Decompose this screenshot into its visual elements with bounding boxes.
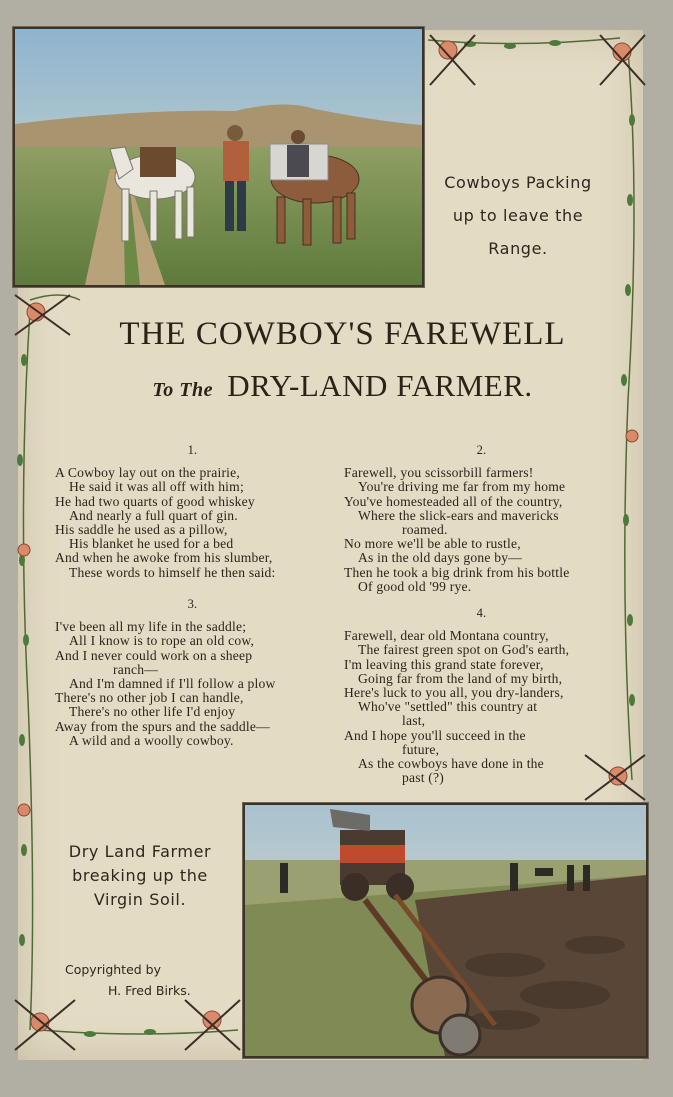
bottom-caption-line: breaking up the: [72, 866, 208, 885]
verse-number: 3.: [187, 597, 198, 611]
verse-line: Who've "settled" this country at: [358, 699, 538, 715]
top-photo-caption: [428, 166, 608, 265]
verse-number: 1.: [187, 443, 198, 457]
verse-line: He said it was all off with him;: [69, 479, 244, 495]
verse-line: I've been all my life in the saddle;: [55, 619, 247, 635]
verse-line: Away from the spurs and the saddle—: [55, 718, 270, 734]
verse-line: Of good old '99 rye.: [358, 578, 472, 594]
verse-line: Here's luck to you all, you dry-landers,: [344, 685, 564, 701]
verse-line: As in the old days gone by—: [358, 550, 522, 566]
verse-line: You're driving me far from my home: [358, 479, 566, 495]
copyright-line-2: H. Fred Birks.: [108, 983, 191, 998]
verse-line: There's no other job I can handle,: [55, 690, 244, 706]
subtitle-to-the: To The: [152, 379, 213, 401]
verse-line: I'm leaving this grand state forever,: [344, 656, 544, 672]
bottom-caption-line: Dry Land Farmer: [68, 842, 212, 861]
top-caption-line: up to leave the: [452, 206, 584, 225]
verse-line: As the cowboys have done in the: [358, 756, 544, 772]
verse-line: The fairest green spot on God's earth,: [358, 642, 570, 658]
steam-plow-photo: [243, 803, 648, 1058]
cowboys-packing-photo: [13, 27, 424, 287]
verse-line: roamed.: [402, 522, 448, 538]
verse-line: past (?): [402, 770, 444, 786]
verse-line: And when he awoke from his slumber,: [55, 550, 273, 566]
verse-line: Farewell, you scissorbill farmers!: [344, 465, 534, 481]
verse-line: A Cowboy lay out on the prairie,: [55, 465, 240, 481]
verse-line: You've homesteaded all of the country,: [344, 493, 563, 509]
verse-line: And I'm damned if I'll follow a plow: [69, 676, 276, 692]
top-caption-line: Range.: [488, 239, 548, 258]
verse-line: last,: [402, 713, 426, 729]
verse-line: Going far from the land of my birth,: [358, 670, 563, 686]
verse-4: [344, 606, 619, 785]
subtitle: [60, 368, 625, 404]
verse-line: All I know is to rope an old cow,: [69, 633, 255, 649]
verse-line: His saddle he used as a pillow,: [55, 522, 228, 538]
bottom-caption-line: Virgin Soil.: [93, 890, 187, 909]
verse-3: [55, 597, 330, 748]
subtitle-dry-land-farmer: DRY-LAND FARMER.: [227, 368, 533, 403]
verse-2: [344, 443, 619, 594]
verse-number: 4.: [476, 606, 487, 620]
verse-line: A wild and a woolly cowboy.: [69, 732, 234, 748]
main-title: THE COWBOY'S FAREWELL: [119, 316, 566, 352]
verse-line: Then he took a big drink from his bottle: [344, 564, 570, 580]
verse-line: And I never could work on a sheep: [55, 647, 253, 663]
verse-line: Farewell, dear old Montana country,: [344, 628, 549, 644]
verse-line: No more we'll be able to rustle,: [344, 536, 521, 552]
top-caption-line: Cowboys Packing: [444, 173, 592, 192]
verse-1: [55, 443, 330, 580]
bottom-photo-caption: [52, 840, 228, 912]
verse-line: And nearly a full quart of gin.: [69, 507, 238, 523]
verse-number: 2.: [476, 443, 487, 457]
copyright-line-1: Copyrighted by: [65, 962, 162, 977]
verse-line: There's no other life I'd enjoy: [69, 704, 236, 720]
verse-line: future,: [402, 741, 440, 757]
verse-line: His blanket he used for a bed: [69, 536, 234, 552]
verse-line: He had two quarts of good whiskey: [55, 493, 255, 509]
verse-line: ranch—: [113, 661, 158, 677]
verse-line: And I hope you'll succeed in the: [344, 727, 526, 743]
verse-line: Where the slick-ears and mavericks: [358, 507, 559, 523]
verse-line: These words to himself he then said:: [69, 564, 276, 580]
